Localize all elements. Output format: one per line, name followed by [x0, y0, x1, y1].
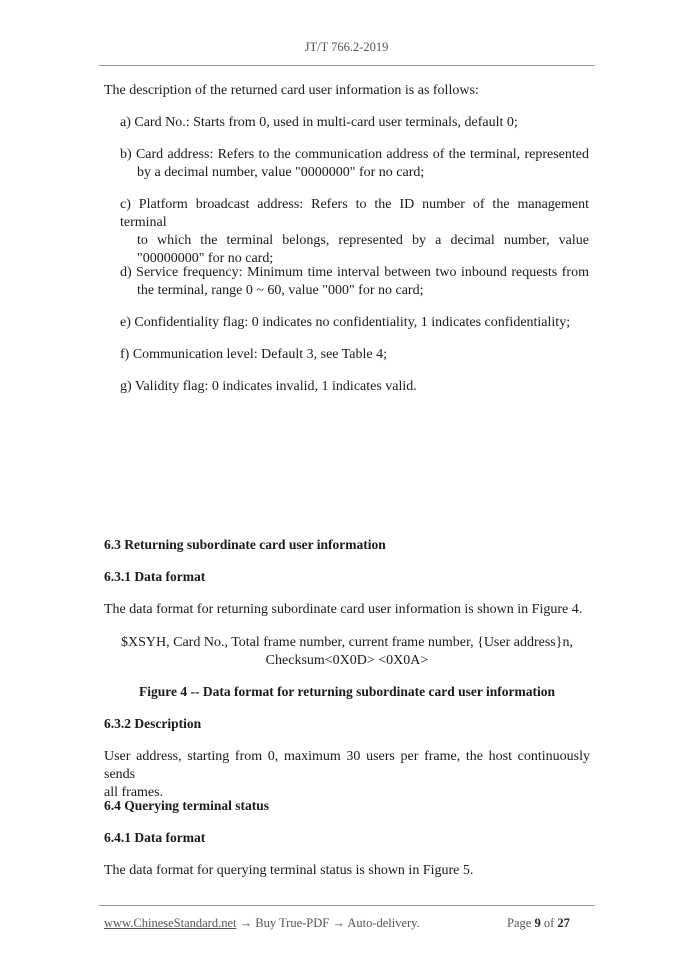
list-item-a: a) Card No.: Starts from 0, used in multi-card user terminals, default 0; — [120, 115, 518, 130]
section-6-3-2-heading: 6.3.2 Description — [104, 716, 202, 731]
website-link[interactable]: www.ChineseStandard.net — [104, 916, 237, 930]
list-item-d-line1: d) Service frequency: Minimum time interval between two inbound requests from — [120, 265, 589, 280]
list-item-d-line2: the terminal, range 0 ~ 60, value "000" for no card; — [137, 283, 424, 298]
section-6-3-2-line2: all frames. — [104, 785, 164, 800]
section-6-3-heading: 6.3 Returning subordinate card user information — [104, 537, 386, 552]
total-pages: 27 — [557, 916, 570, 930]
buy-true-pdf-link[interactable]: Buy True-PDF — [255, 916, 330, 930]
section-6-3-1-paragraph: The data format for returning subordinate card user information is shown in Figure 4. — [104, 602, 583, 617]
list-item-c-line3: "00000000" for no card; — [137, 251, 274, 266]
list-item-f: f) Communication level: Default 3, see Table 4; — [120, 347, 388, 362]
section-6-4-1-paragraph: The data format for querying terminal status is shown in Figure 5. — [104, 863, 474, 878]
section-6-4-1-heading: 6.4.1 Data format — [104, 830, 206, 845]
document-id-header: JT/T 766.2-2019 — [304, 40, 389, 54]
page-label: Page — [507, 916, 532, 930]
list-item-b-line1: b) Card address: Refers to the communication address of the terminal, represented — [120, 147, 589, 162]
list-item-d — [120, 264, 589, 300]
footer-links — [104, 916, 420, 931]
list-item-b — [120, 146, 589, 182]
list-item-b-line2: by a decimal number, value "0000000" for no card; — [137, 165, 425, 180]
list-item-e: e) Confidentiality flag: 0 indicates no confidentiality, 1 indicates confidentiality; — [120, 315, 571, 330]
format-line-2: Checksum<0X0D> <0X0A> — [265, 653, 429, 668]
arrow-icon: → — [236, 916, 256, 930]
list-item-c — [120, 196, 589, 268]
section-6-3-2-line1: User address, starting from 0, maximum 30 users per frame, the host continuously sends — [104, 749, 590, 782]
list-item-c-line2: to which the terminal belongs, represented by a decimal number, value — [137, 233, 589, 248]
list-item-g: g) Validity flag: 0 indicates invalid, 1 indicates valid. — [120, 379, 417, 394]
section-6-3-1-heading: 6.3.1 Data format — [104, 569, 206, 584]
section-6-4-heading: 6.4 Querying terminal status — [104, 798, 269, 813]
page-number — [507, 916, 570, 931]
intro-paragraph: The description of the returned card user information is as follows: — [104, 83, 479, 98]
auto-delivery-text: Auto-delivery. — [347, 916, 420, 930]
header-rule — [99, 65, 595, 66]
arrow-icon: → — [329, 916, 348, 930]
format-line-1: $XSYH, Card No., Total frame number, current frame number, {User address}n, — [121, 635, 573, 650]
current-page: 9 — [534, 916, 541, 930]
footer-rule — [99, 905, 595, 906]
figure-4-caption: Figure 4 -- Data format for returning subordinate card user information — [139, 684, 555, 699]
list-item-c-line1: c) Platform broadcast address: Refers to the ID number of the management terminal — [120, 197, 589, 230]
of-label: of — [543, 916, 555, 930]
section-6-3-2-paragraph — [104, 748, 590, 802]
